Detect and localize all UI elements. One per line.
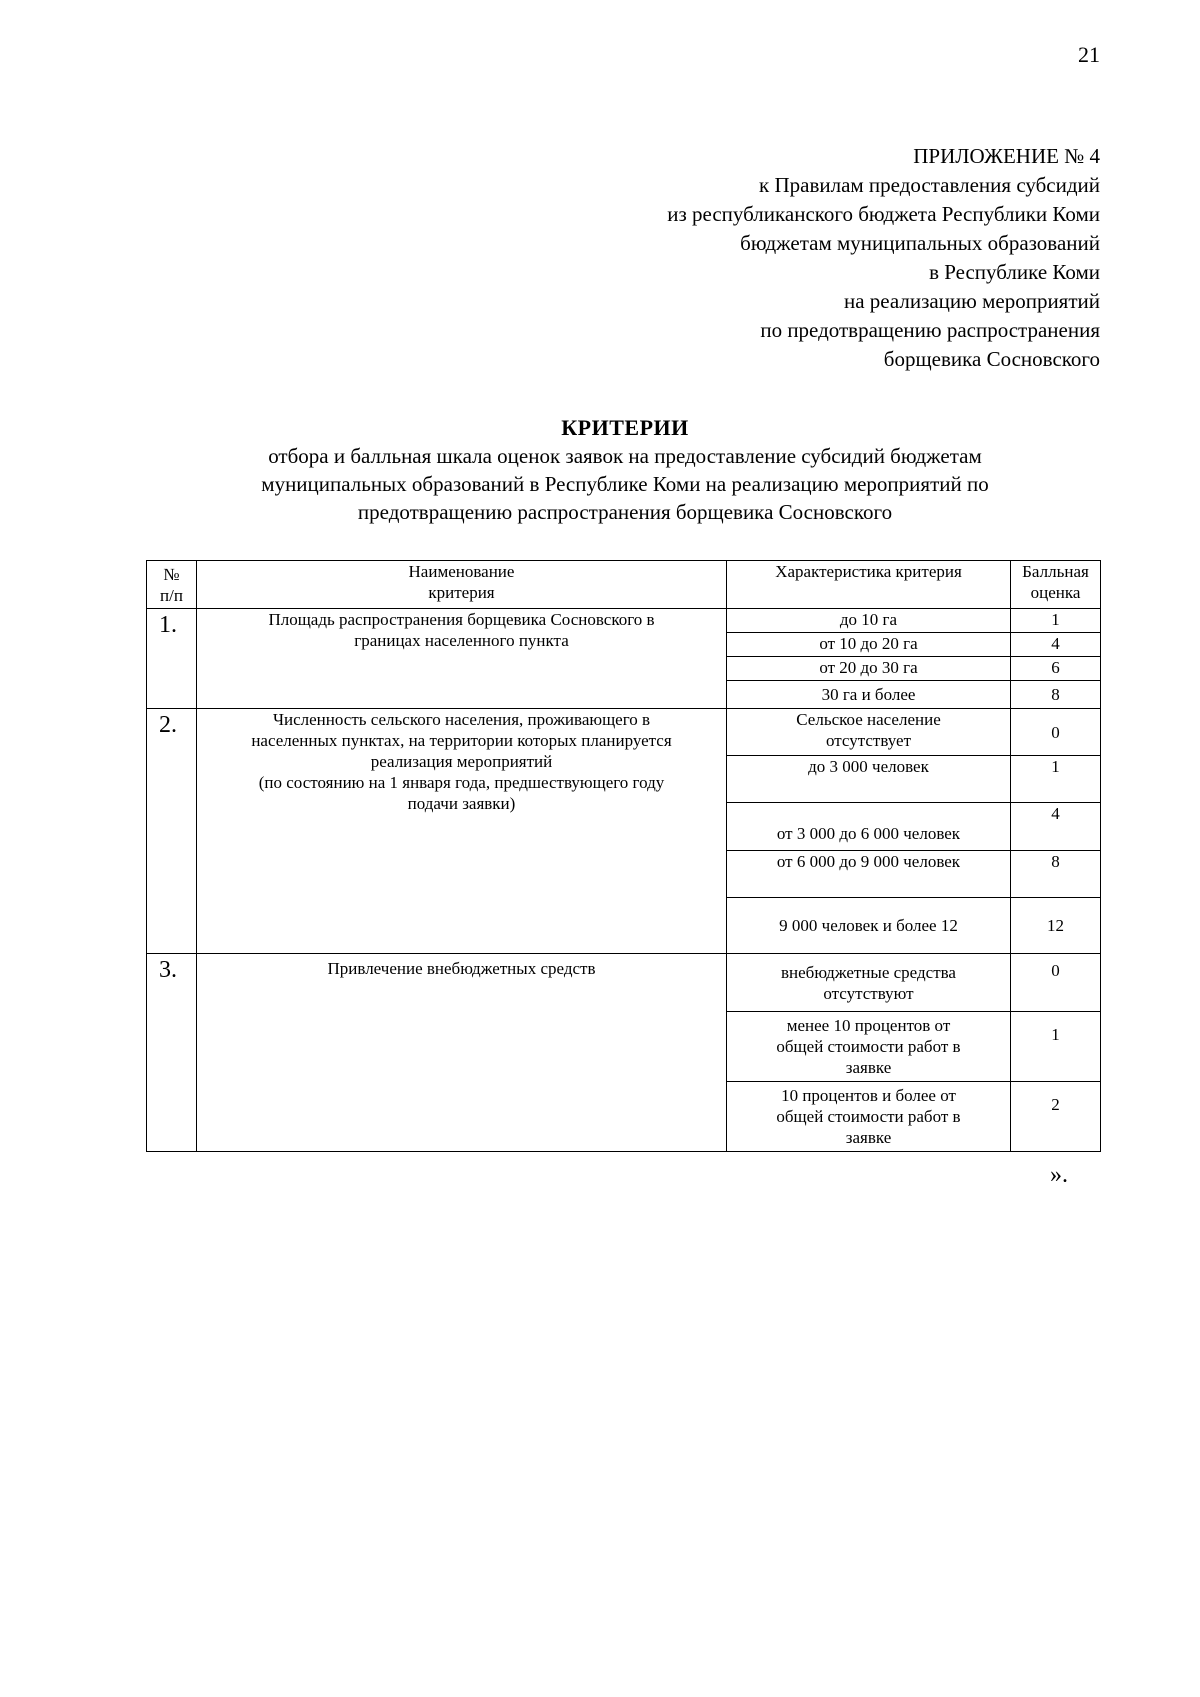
header-text: Характеристика критерия bbox=[775, 562, 962, 581]
characteristic-line: Сельское население bbox=[796, 710, 941, 729]
criterion-name-line: подачи заявки) bbox=[407, 794, 516, 813]
appendix-line: бюджетам муниципальных образований bbox=[740, 231, 1100, 255]
criterion-characteristic bbox=[727, 803, 1011, 851]
header-text: оценка bbox=[1030, 583, 1081, 602]
criterion-score: 1 bbox=[1011, 1012, 1101, 1082]
criterion-score: 0 bbox=[1011, 954, 1101, 1012]
criterion-characteristic bbox=[727, 954, 1011, 1012]
document-subtitle-line: муниципальных образований в Республике Коми на реализацию мероприятий по bbox=[261, 472, 989, 496]
appendix-line: из республиканского бюджета Республики Коми bbox=[667, 202, 1100, 226]
document-title: КРИТЕРИИ bbox=[561, 415, 689, 440]
criterion-score: 1 bbox=[1011, 756, 1101, 803]
appendix-line: на реализацию мероприятий bbox=[843, 289, 1100, 313]
criterion-number: 3. bbox=[147, 954, 197, 1152]
header-text: Наименование bbox=[408, 562, 515, 581]
appendix-line: ПРИЛОЖЕНИЕ № 4 bbox=[913, 144, 1100, 168]
characteristic-line: от 3 000 до 6 000 человек bbox=[776, 824, 961, 843]
criterion-score: 4 bbox=[1011, 633, 1101, 657]
characteristic-line: отсутствуют bbox=[823, 983, 914, 1003]
criterion-score: 1 bbox=[1011, 609, 1101, 633]
appendix-header bbox=[500, 142, 1100, 374]
criterion-score: 2 bbox=[1011, 1082, 1101, 1152]
table-row bbox=[147, 609, 1101, 633]
criterion-number: 2. bbox=[147, 709, 197, 954]
criterion-score: 4 bbox=[1011, 803, 1101, 851]
appendix-line: по предотвращению распространения bbox=[760, 318, 1100, 342]
table-row bbox=[147, 954, 1101, 1012]
characteristic-line: заявке bbox=[845, 1058, 892, 1077]
appendix-line: в Республике Коми bbox=[929, 260, 1100, 284]
closing-quote: ». bbox=[1050, 1162, 1068, 1188]
characteristic-line: до 3 000 человек bbox=[808, 757, 929, 776]
criterion-name-line: Привлечение внебюджетных средств bbox=[327, 959, 596, 978]
header-text: Балльная bbox=[1022, 562, 1089, 581]
criterion-name-line: реализация мероприятий bbox=[370, 752, 553, 771]
criterion-score: 0 bbox=[1011, 709, 1101, 756]
criterion-characteristic bbox=[727, 633, 1011, 657]
criterion-score: 8 bbox=[1011, 851, 1101, 898]
characteristic-line: менее 10 процентов от bbox=[786, 1016, 951, 1035]
criterion-characteristic bbox=[727, 1012, 1011, 1082]
criterion-number: 1. bbox=[147, 609, 197, 709]
header-text: № bbox=[163, 564, 180, 584]
criterion-name bbox=[197, 609, 727, 709]
criterion-name bbox=[197, 954, 727, 1152]
header-num bbox=[147, 561, 197, 609]
criterion-name-line: Численность сельского населения, проживающего в bbox=[272, 710, 651, 729]
characteristic-line: до 10 га bbox=[839, 610, 898, 629]
header-text: п/п bbox=[160, 585, 183, 605]
criterion-characteristic bbox=[727, 681, 1011, 709]
characteristic-line: 30 га и более bbox=[821, 685, 916, 704]
criterion-score: 12 bbox=[1011, 898, 1101, 954]
criterion-characteristic bbox=[727, 609, 1011, 633]
characteristic-line: общей стоимости работ в bbox=[776, 1037, 961, 1056]
table-row bbox=[147, 709, 1101, 756]
characteristic-line: общей стоимости работ в bbox=[776, 1107, 961, 1126]
characteristic-line: внебюджетные средства bbox=[781, 962, 956, 982]
criterion-characteristic bbox=[727, 709, 1011, 756]
header-characteristic bbox=[727, 561, 1011, 609]
appendix-line: к Правилам предоставления субсидий bbox=[759, 173, 1100, 197]
characteristic-line: от 6 000 до 9 000 человек bbox=[776, 852, 961, 871]
characteristic-line: отсутствует bbox=[825, 731, 912, 750]
criterion-name-line: Площадь распространения борщевика Сосновского в bbox=[268, 610, 655, 629]
criteria-table bbox=[146, 560, 1101, 1152]
criterion-name-line: границах населенного пункта bbox=[354, 631, 569, 650]
header-score bbox=[1011, 561, 1101, 609]
criterion-characteristic bbox=[727, 657, 1011, 681]
characteristic-line: 10 процентов и более от bbox=[781, 1086, 956, 1105]
header-text: критерия bbox=[428, 583, 495, 602]
criterion-score: 6 bbox=[1011, 657, 1101, 681]
header-name bbox=[197, 561, 727, 609]
characteristic-line: 9 000 человек и более 12 bbox=[779, 916, 958, 935]
criterion-characteristic bbox=[727, 756, 1011, 803]
document-subtitle-line: отбора и балльная шкала оценок заявок на предоставление субсидий бюджетам bbox=[268, 444, 982, 468]
criterion-name-line: населенных пунктах, на территории которых планируется bbox=[251, 731, 672, 750]
criterion-characteristic bbox=[727, 851, 1011, 898]
document-title-block bbox=[150, 414, 1100, 526]
document-subtitle-line: предотвращению распространения борщевика Сосновского bbox=[357, 500, 893, 524]
criterion-name bbox=[197, 709, 727, 954]
appendix-line: борщевика Сосновского bbox=[883, 347, 1100, 371]
table-header-row bbox=[147, 561, 1101, 609]
characteristic-line: заявке bbox=[845, 1128, 892, 1147]
criterion-name-line: (по состоянию на 1 января года, предшествующего году bbox=[258, 773, 665, 792]
criterion-characteristic bbox=[727, 898, 1011, 954]
criterion-score: 8 bbox=[1011, 681, 1101, 709]
characteristic-line: от 10 до 20 га bbox=[819, 634, 918, 653]
criterion-characteristic bbox=[727, 1082, 1011, 1152]
characteristic-line: от 20 до 30 га bbox=[819, 658, 918, 677]
page-number: 21 bbox=[1078, 42, 1100, 67]
